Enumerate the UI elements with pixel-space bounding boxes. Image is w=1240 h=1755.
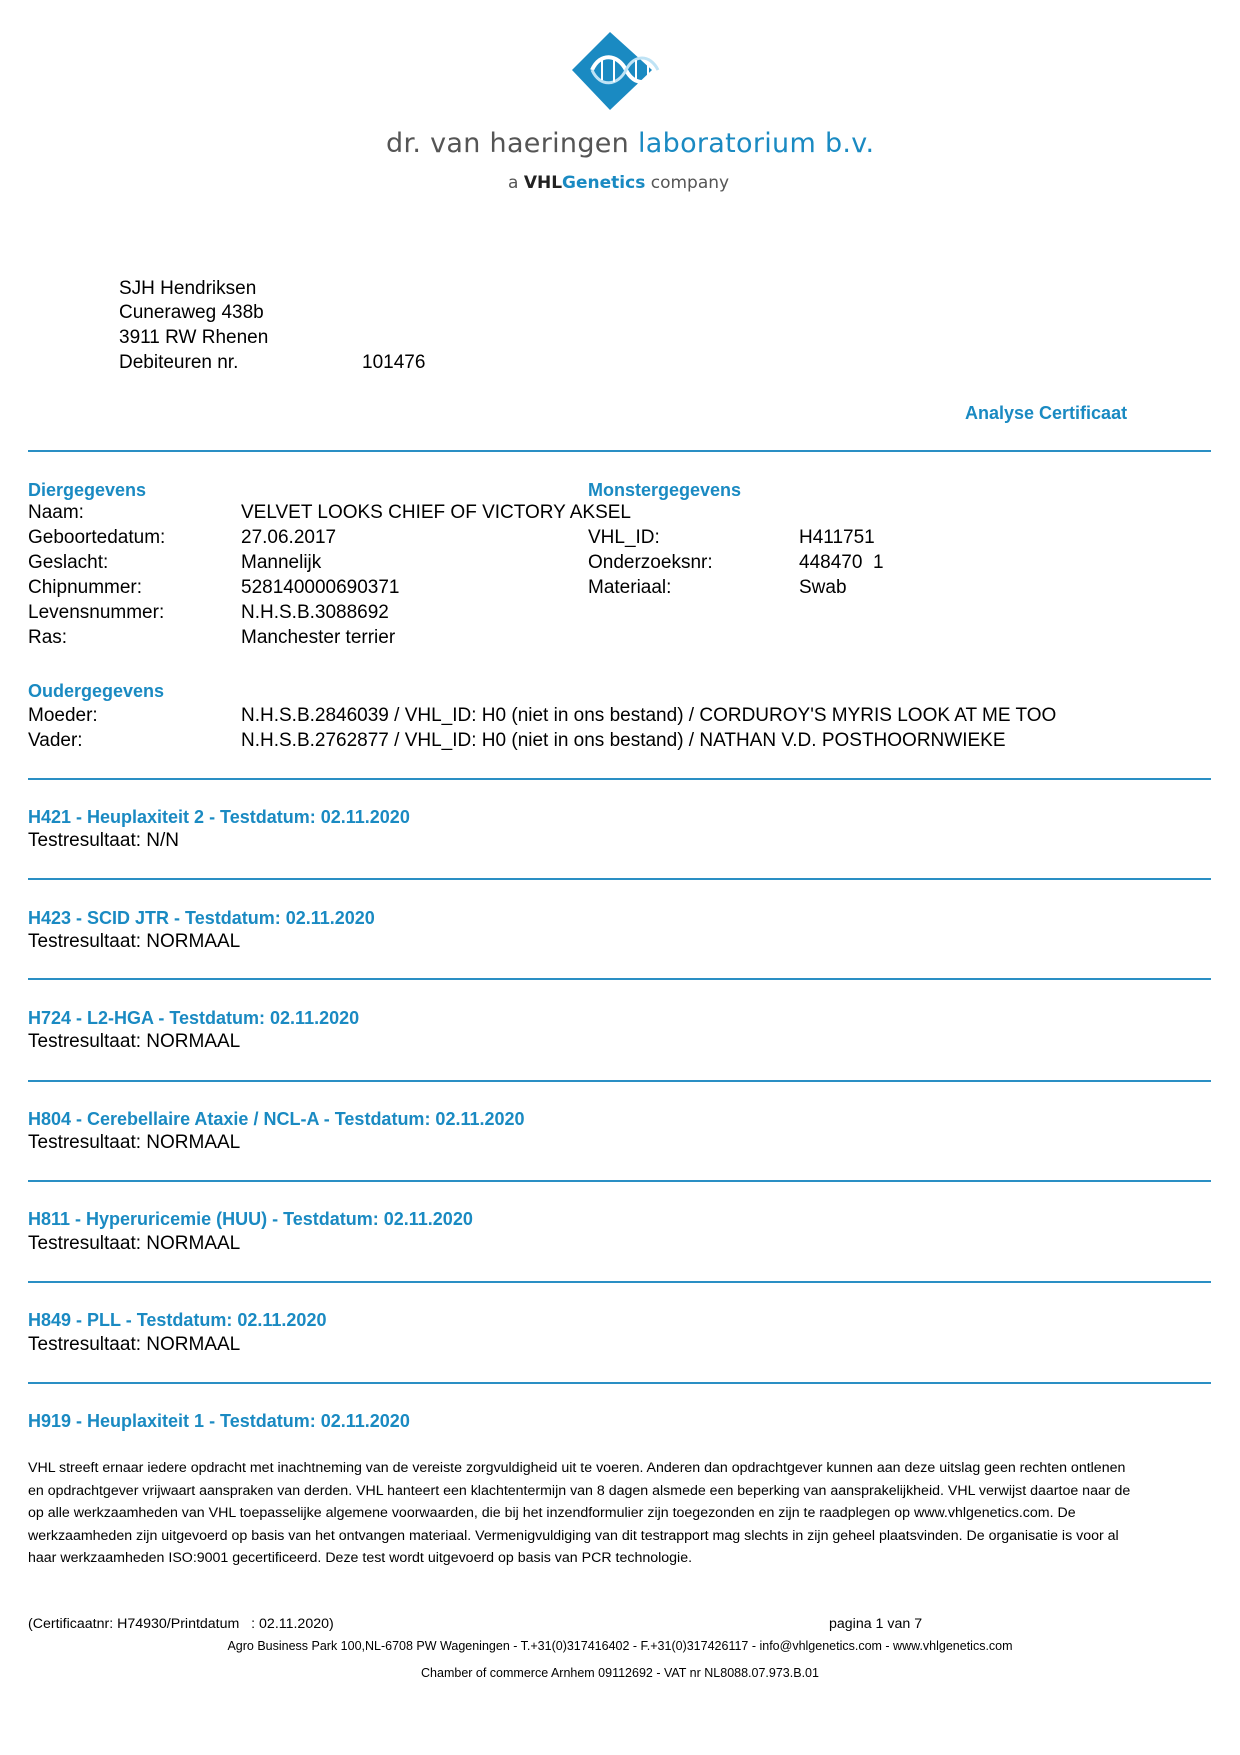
sample-row-label: VHL_ID: — [588, 527, 660, 548]
animal-row-label: Levensnummer: — [28, 602, 165, 623]
divider — [28, 1281, 1211, 1283]
divider — [28, 778, 1211, 780]
company-name-suffix: laboratorium b.v. — [637, 128, 875, 159]
animal-row-label: Ras: — [28, 627, 68, 648]
parents-heading: Oudergegevens — [28, 681, 165, 701]
test-title: H919 - Heuplaxiteit 1 - Testdatum: 02.11.2020 — [28, 1411, 410, 1431]
test-title: H811 - Hyperuricemie (HUU) - Testdatum: 02.11.2020 — [28, 1209, 473, 1229]
test-result: Testresultaat: NORMAAL — [28, 1233, 241, 1254]
footer-chamber: Chamber of commerce Arnhem 09112692 - VAT nr NL8088.07.973.B.01 — [421, 1666, 819, 1680]
company-name — [386, 128, 874, 159]
address-city: 3911 RW Rhenen — [119, 327, 269, 348]
animal-row-label: Geslacht: — [28, 552, 109, 573]
divider — [28, 1180, 1211, 1182]
debtor-value: 101476 — [362, 352, 426, 373]
divider — [28, 450, 1211, 452]
company-name-prefix: dr. van haeringen — [386, 128, 630, 159]
sample-row-label: Onderzoeksnr: — [588, 552, 713, 573]
test-title: H724 - L2-HGA - Testdatum: 02.11.2020 — [28, 1008, 360, 1028]
animal-row-value: Mannelijk — [241, 552, 322, 573]
parent-row-label: Moeder: — [28, 705, 98, 726]
animal-heading: Diergegevens — [28, 480, 147, 500]
divider — [28, 1382, 1211, 1384]
address-name: SJH Hendriksen — [119, 278, 257, 299]
test-result: Testresultaat: NORMAAL — [28, 1334, 241, 1355]
tagline-vhl: VHL — [523, 173, 563, 193]
sample-row-value: H411751 — [799, 527, 875, 548]
animal-row-label: Geboortedatum: — [28, 527, 166, 548]
tagline-a: a — [508, 173, 519, 193]
animal-row-value: 27.06.2017 — [241, 527, 337, 548]
company-tagline — [508, 173, 729, 193]
tagline-company: company — [650, 173, 730, 193]
tagline-genetics: Genetics — [562, 173, 646, 193]
animal-row-value: 528140000690371 — [241, 577, 400, 598]
animal-row-value: N.H.S.B.3088692 — [241, 602, 389, 623]
test-title: H423 - SCID JTR - Testdatum: 02.11.2020 — [28, 908, 375, 928]
animal-row-value: Manchester terrier — [241, 627, 396, 648]
parent-row-label: Vader: — [28, 730, 83, 751]
sample-row-label: Materiaal: — [588, 577, 672, 598]
test-result: Testresultaat: NORMAAL — [28, 1132, 241, 1153]
footer-address: Agro Business Park 100,NL-6708 PW Wageningen - T.+31(0)317416402 - F.+31(0)317426117 - info@vhlgenetics.com - www.vhlgenetics.com — [227, 1639, 1013, 1653]
page-number: pagina 1 van 7 — [829, 1616, 923, 1632]
parent-row-value: N.H.S.B.2762877 / VHL_ID: H0 (niet in ons bestand) / NATHAN V.D. POSTHOORNWIEKE — [241, 730, 1006, 751]
test-result: Testresultaat: NORMAAL — [28, 931, 241, 952]
test-result: Testresultaat: NORMAAL — [28, 1031, 241, 1052]
test-title: H421 - Heuplaxiteit 2 - Testdatum: 02.11.2020 — [28, 807, 410, 827]
certificate-title: Analyse Certificaat — [965, 403, 1128, 423]
sample-row-value: Swab — [799, 577, 847, 598]
animal-row-value: VELVET LOOKS CHIEF OF VICTORY AKSEL — [241, 502, 631, 523]
animal-row-label: Chipnummer: — [28, 577, 143, 598]
dna-diamond-logo-icon — [570, 30, 670, 115]
sample-heading: Monstergegevens — [588, 480, 742, 500]
logo — [570, 30, 670, 115]
parent-row-value: N.H.S.B.2846039 / VHL_ID: H0 (niet in ons bestand) / CORDUROY'S MYRIS LOOK AT ME TOO — [241, 705, 1057, 726]
debtor-label: Debiteuren nr. — [119, 352, 239, 373]
divider — [28, 878, 1211, 880]
sample-row-value: 448470 1 — [799, 552, 884, 573]
certificate-info: (Certificaatnr: H74930/Printdatum : 02.11.2020) — [28, 1616, 334, 1632]
divider — [28, 978, 1211, 980]
test-result: Testresultaat: N/N — [28, 830, 179, 851]
animal-row-label: Naam: — [28, 502, 84, 523]
test-title: H849 - PLL - Testdatum: 02.11.2020 — [28, 1310, 327, 1330]
divider — [28, 1080, 1211, 1082]
disclaimer: VHL streeft ernaar iedere opdracht met inachtneming van de vereiste zorgvuldigheid uit te voeren. Anderen dan opdrachtgever kunnen aan deze uitslag geen rechten ontlenen en opdrachtgever vrijwaart aanspraken van derden. VHL hanteert een klachtentermijn van 8 dagen alsmede een beperking van aansprakelijkheid. VHL verwijst daartoe naar de op alle werkzaamheden van VHL toepasselijke algemene voorwaarden, die bij het inzendformulier zijn toegezonden en zijn te raadplegen op www.vhlgenetics.com. De werkzaamheden zijn uitgevoerd op basis van het ontvangen materiaal. Vermenigvuldiging van dit testrapport mag slechts in zijn geheel plaatsvinden. De organisatie is voor al haar werkzaamheden ISO:9001 gecertificeerd. Deze test wordt uitgevoerd op basis van PCR technologie. — [28, 1460, 1131, 1567]
test-title: H804 - Cerebellaire Ataxie / NCL-A - Testdatum: 02.11.2020 — [28, 1109, 525, 1129]
address-street: Cuneraweg 438b — [119, 302, 264, 323]
